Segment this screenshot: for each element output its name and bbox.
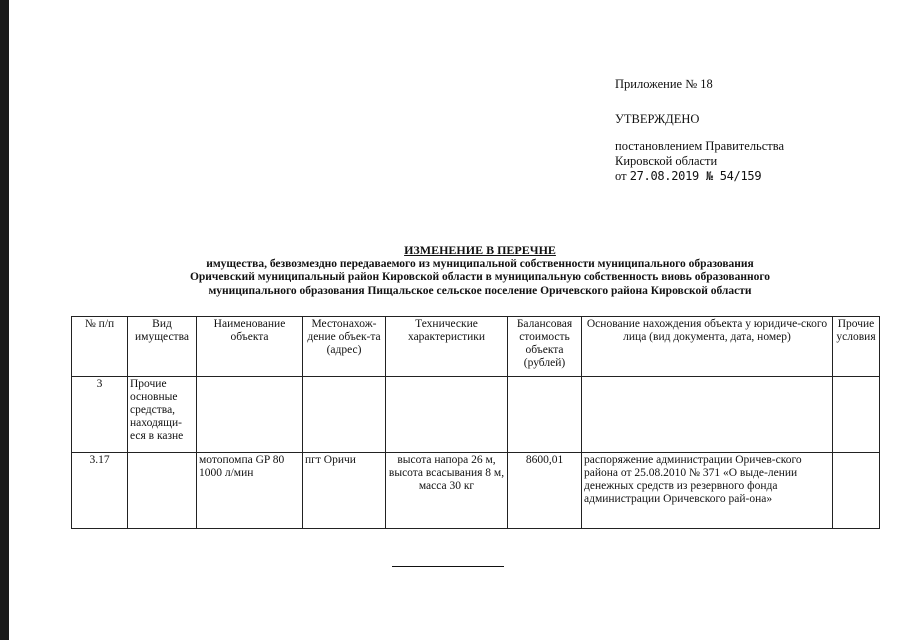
cell-specs: высота напора 26 м, высота всасывания 8 м, масса 30 кг [386,453,508,529]
header-value: Балансовая стоимость объекта (рублей) [508,317,582,377]
appendix-label: Приложение № 18 [615,77,713,91]
cell-type: Прочие основные средства, находящи-еся в казне [128,377,197,453]
decree-date-number: 27.08.2019 № 54/159 [629,169,762,183]
decree-line-2: Кировской области [615,154,718,168]
title-line-3: муниципального образования Пищальское сельское поселение Оричевского района Кировской области [208,284,752,297]
cell-location [303,377,386,453]
cell-name: мотопомпа GP 80 1000 л/мин [197,453,303,529]
header-type: Вид имущества [128,317,197,377]
cell-type [128,453,197,529]
header-name: Наименование объекта [197,317,303,377]
decree-line-1: постановлением Правительства [615,139,785,153]
table-row [72,453,880,529]
cell-location: пгт Оричи [303,453,386,529]
header-basis: Основание нахождения объекта у юридиче-ского лица (вид документа, дата, номер) [582,317,833,377]
decree-prefix: от [615,169,627,183]
approval-block [615,77,784,184]
header-specs: Технические характеристики [386,317,508,377]
cell-basis: распоряжение администрации Оричев-ского района от 25.08.2010 № 371 «О выде-лении денежных средств из резервного фонда администрации Оричевского рай-она» [582,453,833,529]
approved-label: УТВЕРЖДЕНО [615,112,700,126]
title-main: ИЗМЕНЕНИЕ В ПЕРЕЧНЕ [404,243,556,257]
cell-other [833,453,880,529]
header-num: № п/п [72,317,128,377]
document-title [120,244,840,298]
cell-value [508,377,582,453]
cell-name [197,377,303,453]
header-other: Прочие условия [833,317,880,377]
table-row [72,377,880,453]
closing-rule [392,566,504,567]
cell-num: 3.17 [72,453,128,529]
header-location: Местонахож-дение объек-та (адрес) [303,317,386,377]
title-line-1: имущества, безвозмездно передаваемого из муниципальной собственности муниципального образования [206,257,754,270]
title-line-2: Оричевский муниципальный район Кировской области в муниципальную собственность виовь образованного [189,271,771,283]
table-header-row [72,317,880,377]
property-table [71,316,880,529]
cell-num: 3 [72,377,128,453]
decree-date-line [615,169,784,184]
cell-specs [386,377,508,453]
cell-basis [582,377,833,453]
cell-value: 8600,01 [508,453,582,529]
scan-left-edge [0,0,9,640]
cell-other [833,377,880,453]
